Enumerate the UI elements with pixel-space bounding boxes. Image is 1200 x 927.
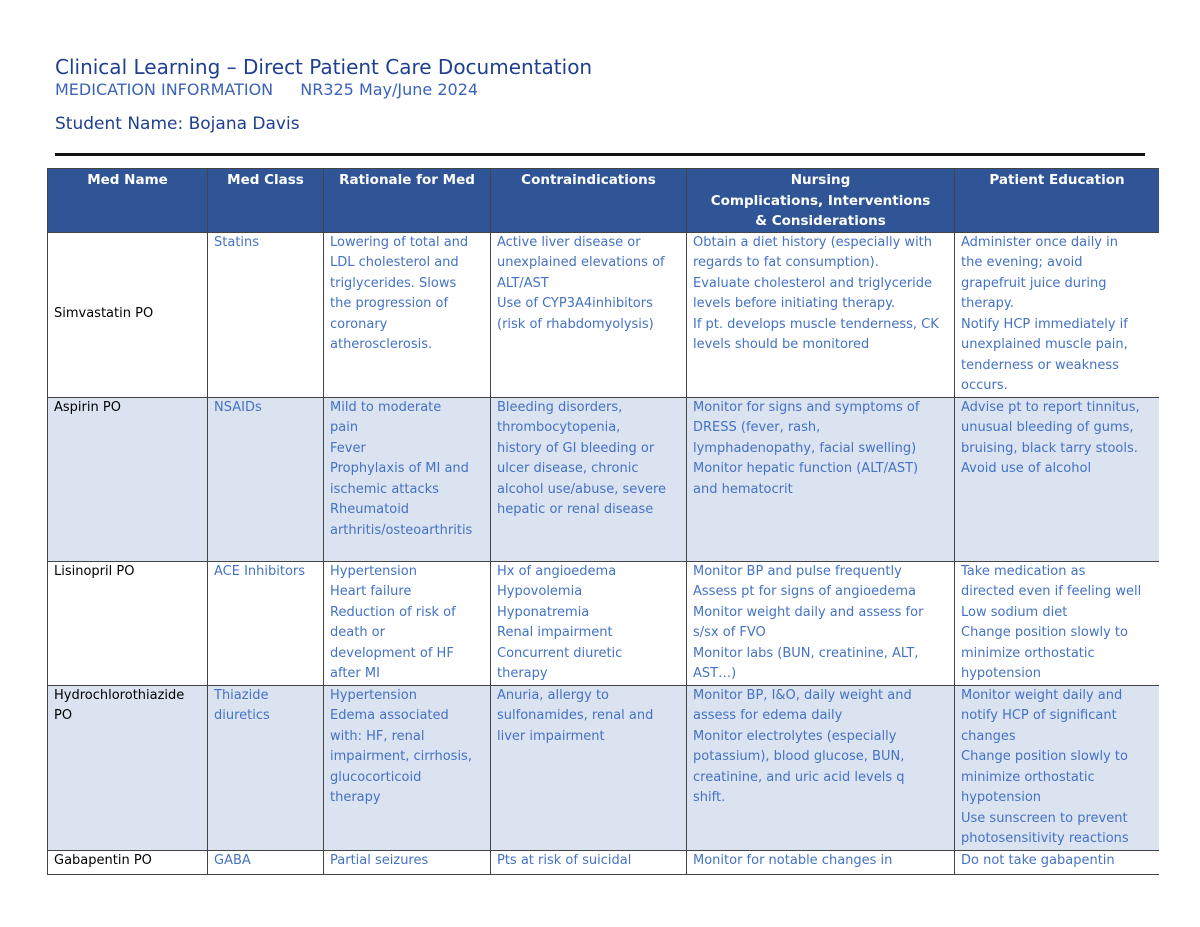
- cell-text-line: changes: [961, 728, 1016, 744]
- cell-text-line: Hx of angioedema: [497, 563, 617, 579]
- cell-text-line: unusual bleeding of gums,: [961, 420, 1134, 435]
- cell-text-line: ACE Inhibitors: [214, 563, 306, 579]
- cell-text-line: Take medication as: [961, 563, 1086, 579]
- cell-text-line: Gabapentin PO: [54, 852, 152, 868]
- col-header-med-name: Med Name: [48, 169, 208, 233]
- cell-text-line: regards to fat consumption).: [693, 255, 879, 270]
- table-row: [48, 685, 1160, 850]
- cell-text-line: creatinine, and uric acid levels q: [693, 769, 905, 785]
- cell-text-line: Evaluate cholesterol and triglyceride: [693, 275, 933, 291]
- cell-text-line: liver impairment: [497, 728, 605, 744]
- cell-text-line: Use of CYP3A4inhibitors: [497, 296, 653, 311]
- cell-text-line: Administer once daily in: [961, 234, 1118, 250]
- cell-text-line: history of GI bleeding or: [497, 440, 655, 456]
- cell-text-line: grapefruit juice during: [961, 275, 1107, 291]
- cell-text-line: AST…): [693, 666, 737, 681]
- cell-text-line: Monitor BP and pulse frequently: [693, 563, 902, 579]
- cell-nursing: [687, 685, 955, 850]
- cell-text-line: Monitor weight daily and: [961, 687, 1123, 703]
- cell-text-line: Low sodium diet: [961, 604, 1068, 620]
- cell-text-line: tenderness or weakness: [961, 357, 1119, 373]
- cell-text-line: therapy: [497, 666, 548, 681]
- cell-text-line: NSAIDs: [214, 399, 262, 415]
- cell-text-line: the evening; avoid: [961, 255, 1083, 270]
- cell-text-line: DRESS (fever, rash,: [693, 420, 821, 435]
- cell-text-line: sulfonamides, renal and: [497, 708, 654, 723]
- cell-text-line: LDL cholesterol and: [330, 255, 459, 270]
- cell-text-line: hepatic or renal disease: [497, 502, 654, 517]
- cell-text-line: Do not take gabapentin: [961, 852, 1115, 868]
- cell-nursing: [687, 561, 955, 685]
- cell-text-line: hypotension: [961, 790, 1042, 805]
- cell-text-line: photosensitivity reactions: [961, 831, 1129, 846]
- cell-text-line: Thiazide: [214, 687, 269, 703]
- cell-text-line: Advise pt to report tinnitus,: [961, 399, 1140, 415]
- cell-text-line: occurs.: [961, 378, 1008, 393]
- cell-text-line: Fever: [330, 440, 366, 456]
- cell-nursing: [687, 232, 955, 397]
- cell-text-line: Anuria, allergy to: [497, 687, 609, 703]
- cell-text-line: Monitor hepatic function (ALT/AST): [693, 461, 919, 476]
- cell-contraindications: [491, 561, 687, 685]
- student-name: Student Name: Bojana Davis: [55, 114, 300, 134]
- cell-text-line: Hydrochlorothiazide: [54, 687, 185, 703]
- cell-text-line: glucocorticoid: [330, 769, 422, 785]
- cell-text-line: Hypovolemia: [497, 584, 583, 599]
- table-row: [48, 850, 1160, 875]
- cell-text-line: Bleeding disorders,: [497, 399, 623, 415]
- cell-text-line: thrombocytopenia,: [497, 420, 621, 435]
- cell-text-line: Use sunscreen to prevent: [961, 810, 1128, 826]
- cell-text-line: minimize orthostatic: [961, 645, 1095, 661]
- cell-text-line: Notify HCP immediately if: [961, 316, 1128, 332]
- cell-med-name: [48, 850, 208, 875]
- cell-text-line: therapy.: [961, 296, 1014, 311]
- table-row: [48, 561, 1160, 685]
- cell-med-name: [48, 685, 208, 850]
- col-header-nursing-line: Nursing: [790, 172, 851, 188]
- cell-patient-education: [955, 685, 1160, 850]
- cell-text-line: Pts at risk of suicidal: [497, 852, 632, 868]
- cell-patient-education: [955, 850, 1160, 875]
- cell-text-line: hypotension: [961, 666, 1042, 681]
- cell-patient-education: [955, 397, 1160, 561]
- cell-text-line: Monitor weight daily and assess for: [693, 604, 924, 620]
- cell-text-line: with: HF, renal: [330, 728, 425, 744]
- cell-med-name: [48, 232, 208, 397]
- cell-text-line: Monitor labs (BUN, creatinine, ALT,: [693, 645, 919, 661]
- cell-text-line: (risk of rhabdomyolysis): [497, 316, 654, 332]
- cell-text-line: Lowering of total and: [330, 234, 469, 250]
- cell-rationale: [324, 850, 491, 875]
- cell-text-line: triglycerides. Slows: [330, 275, 457, 291]
- cell-contraindications: [491, 397, 687, 561]
- cell-text-line: Assess pt for signs of angioedema: [693, 584, 916, 599]
- cell-text-line: shift.: [693, 790, 726, 805]
- medication-table-container: [47, 168, 1159, 875]
- cell-med-name: [48, 561, 208, 685]
- cell-med-class: [208, 685, 324, 850]
- cell-text-line: levels before initiating therapy.: [693, 296, 896, 311]
- cell-text-line: assess for edema daily: [693, 708, 843, 723]
- cell-text-line: Lisinopril PO: [54, 563, 135, 579]
- cell-text-line: and hematocrit: [693, 481, 793, 497]
- cell-text-line: unexplained muscle pain,: [961, 337, 1128, 352]
- cell-patient-education: [955, 232, 1160, 397]
- medication-table: [47, 168, 1159, 875]
- cell-text-line: Monitor electrolytes (especially: [693, 728, 897, 744]
- cell-text-line: Heart failure: [330, 584, 412, 599]
- cell-text-line: development of HF: [330, 645, 454, 661]
- table-row: [48, 232, 1160, 397]
- page-title: Clinical Learning – Direct Patient Care Documentation: [55, 55, 593, 79]
- medication-table-body: [48, 232, 1160, 875]
- cell-text-line: Change position slowly to: [961, 625, 1128, 640]
- col-header-contraindications: Contraindications: [491, 169, 687, 233]
- cell-contraindications: [491, 685, 687, 850]
- cell-nursing: [687, 397, 955, 561]
- cell-text-line: ulcer disease, chronic: [497, 461, 639, 476]
- cell-text-line: Avoid use of alcohol: [961, 461, 1092, 476]
- cell-med-class: [208, 561, 324, 685]
- cell-text-line: Obtain a diet history (especially with: [693, 234, 933, 250]
- cell-text-line: coronary: [330, 316, 388, 332]
- cell-text-line: levels should be monitored: [693, 337, 870, 352]
- cell-text-line: Renal impairment: [497, 625, 613, 640]
- cell-text-line: Simvastatin PO: [54, 306, 154, 322]
- cell-text-line: Prophylaxis of MI and: [330, 461, 469, 476]
- document-header: [55, 56, 592, 134]
- cell-text-line: Change position slowly to: [961, 749, 1128, 764]
- cell-rationale: [324, 685, 491, 850]
- cell-text-line: Edema associated: [330, 708, 449, 723]
- cell-text-line: Monitor for signs and symptoms of: [693, 399, 920, 415]
- col-header-nursing-line: & Considerations: [755, 213, 886, 229]
- col-header-patient-education: Patient Education: [955, 169, 1160, 233]
- cell-text-line: Active liver disease or: [497, 234, 641, 250]
- cell-text-line: diuretics: [214, 708, 270, 723]
- col-header-nursing-line: Complications, Interventions: [710, 192, 931, 209]
- cell-text-line: GABA: [214, 852, 251, 868]
- cell-rationale: [324, 397, 491, 561]
- cell-text-line: PO: [54, 708, 73, 723]
- cell-text-line: Statins: [214, 234, 260, 250]
- cell-med-name: [48, 397, 208, 561]
- section-subtitle: MEDICATION INFORMATION: [55, 80, 274, 99]
- cell-text-line: therapy: [330, 790, 381, 805]
- cell-text-line: notify HCP of significant: [961, 708, 1117, 723]
- cell-text-line: If pt. develops muscle tenderness, CK: [693, 316, 939, 332]
- cell-rationale: [324, 561, 491, 685]
- cell-text-line: pain: [330, 420, 359, 435]
- cell-text-line: s/sx of FVO: [693, 625, 766, 640]
- cell-text-line: potassium), blood glucose, BUN,: [693, 749, 905, 764]
- cell-text-line: Aspirin PO: [54, 399, 121, 415]
- cell-text-line: minimize orthostatic: [961, 769, 1095, 785]
- col-header-med-class: Med Class: [208, 169, 324, 233]
- cell-text-line: atherosclerosis.: [330, 337, 433, 352]
- cell-med-class: [208, 850, 324, 875]
- cell-contraindications: [491, 850, 687, 875]
- cell-text-line: the progression of: [330, 296, 449, 311]
- cell-contraindications: [491, 232, 687, 397]
- cell-rationale: [324, 232, 491, 397]
- cell-text-line: impairment, cirrhosis,: [330, 749, 472, 764]
- col-header-rationale: Rationale for Med: [324, 169, 491, 233]
- cell-text-line: Rheumatoid: [330, 502, 410, 517]
- header-divider: [55, 153, 1145, 156]
- cell-text-line: lymphadenopathy, facial swelling): [693, 440, 917, 456]
- subtitle-line: [55, 80, 592, 100]
- cell-text-line: Hypertension: [330, 563, 417, 579]
- table-header-row: [48, 169, 1160, 233]
- cell-med-class: [208, 397, 324, 561]
- cell-text-line: directed even if feeling well: [961, 584, 1142, 599]
- cell-text-line: ALT/AST: [497, 275, 549, 291]
- cell-med-class: [208, 232, 324, 397]
- cell-text-line: Hyponatremia: [497, 604, 590, 620]
- cell-text-line: Monitor BP, I&O, daily weight and: [693, 687, 912, 703]
- cell-text-line: Reduction of risk of: [330, 604, 456, 620]
- cell-nursing: [687, 850, 955, 875]
- cell-text-line: ischemic attacks: [330, 481, 439, 497]
- cell-text-line: Partial seizures: [330, 852, 429, 868]
- cell-text-line: Concurrent diuretic: [497, 645, 623, 661]
- cell-text-line: Monitor for notable changes in: [693, 852, 893, 868]
- cell-text-line: death or: [330, 625, 385, 640]
- table-row: [48, 397, 1160, 561]
- cell-text-line: bruising, black tarry stools.: [961, 440, 1138, 456]
- cell-patient-education: [955, 561, 1160, 685]
- cell-text-line: unexplained elevations of: [497, 255, 665, 270]
- cell-text-line: Mild to moderate: [330, 399, 442, 415]
- course-code: NR325 May/June 2024: [300, 80, 479, 99]
- cell-text-line: Hypertension: [330, 687, 417, 703]
- cell-text-line: arthritis/osteoarthritis: [330, 522, 473, 538]
- col-header-nursing: [687, 169, 955, 233]
- cell-text-line: alcohol use/abuse, severe: [497, 481, 667, 497]
- cell-text-line: after MI: [330, 666, 380, 681]
